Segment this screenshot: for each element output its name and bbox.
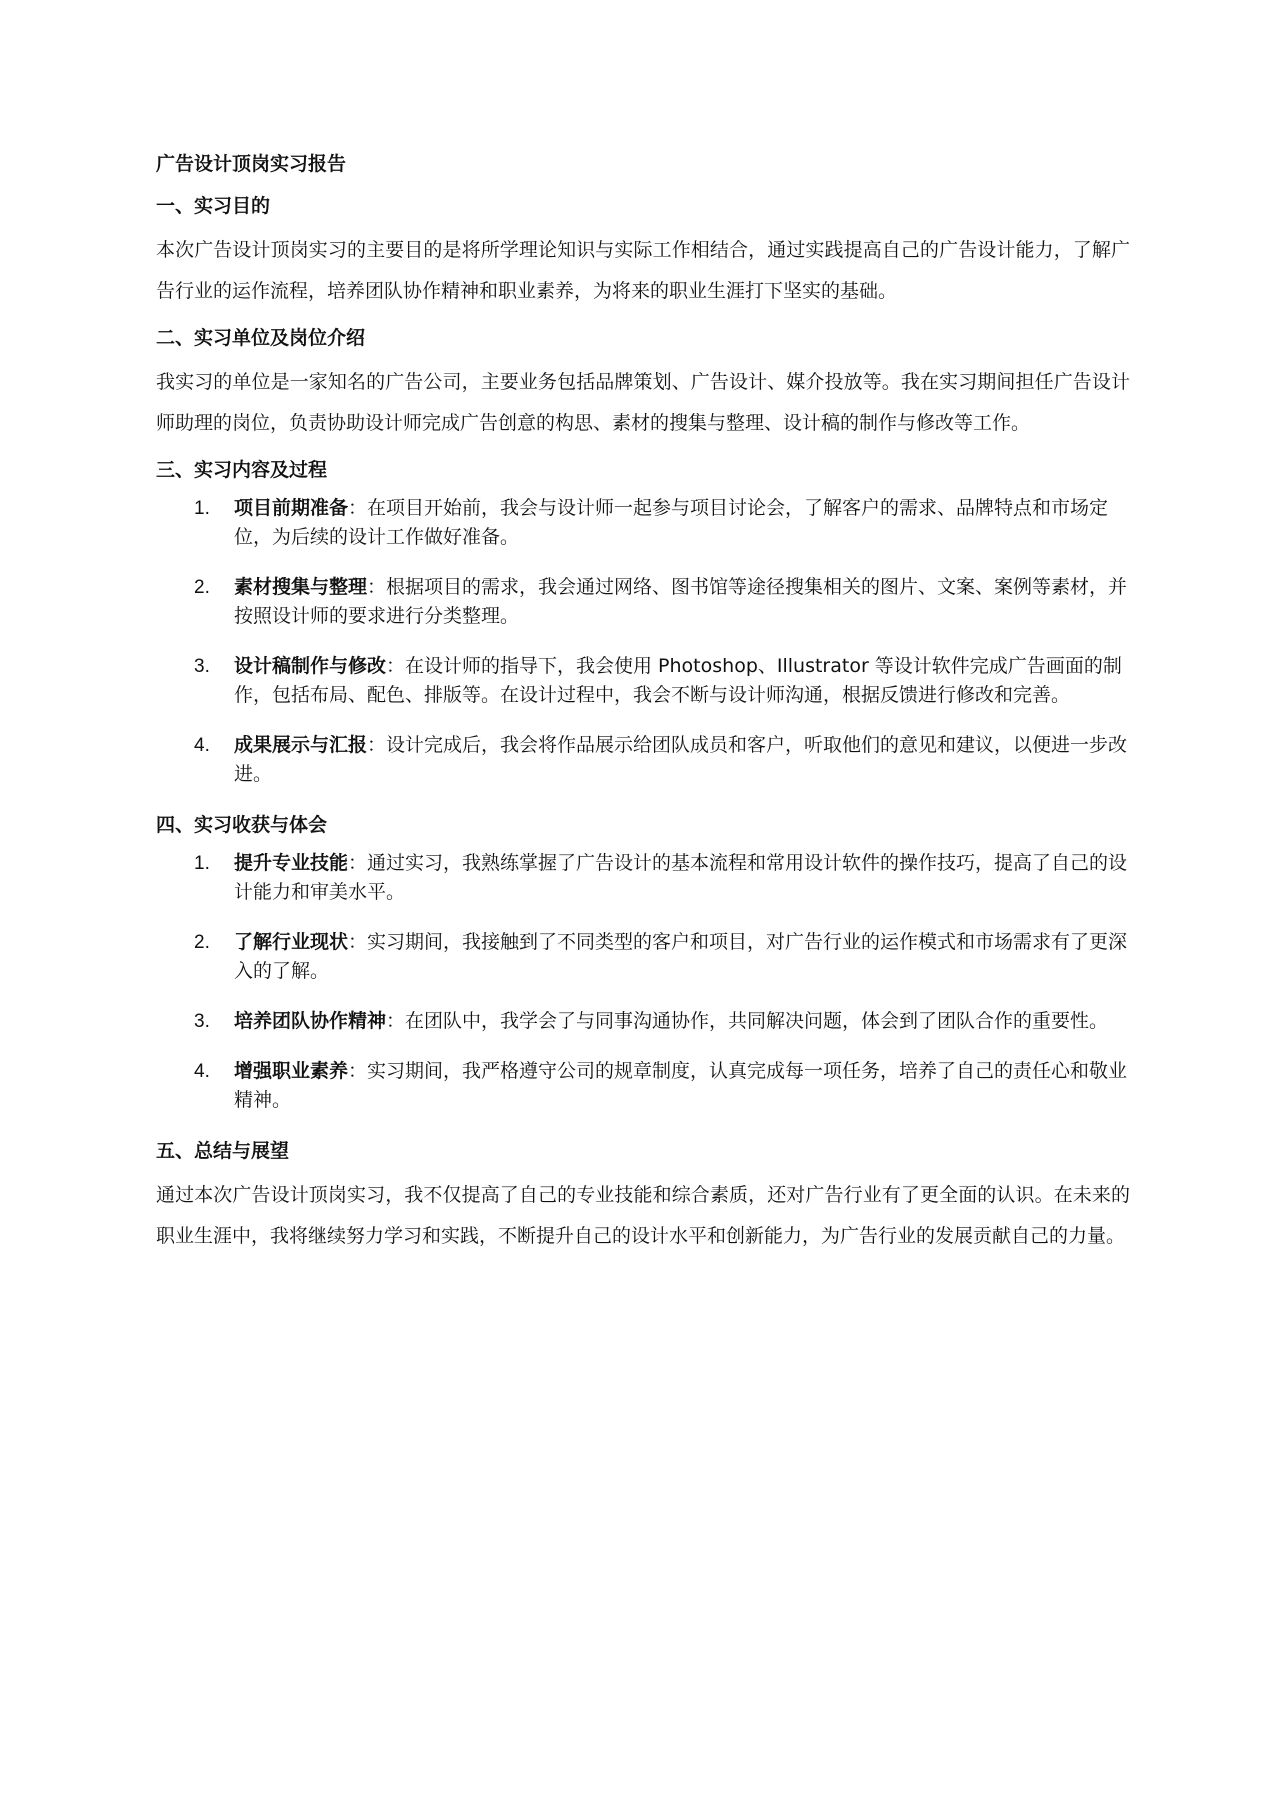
list-item-text: ：通过实习，我熟练掌握了广告设计的基本流程和常用设计软件的操作技巧，提高了自己的设计能力和审美水平。	[234, 852, 1128, 903]
list-item-term: 项目前期准备	[234, 497, 349, 519]
section-paragraph-purpose: 本次广告设计顶岗实习的主要目的是将所学理论知识与实际工作相结合，通过实践提高自己的广告设计能力，了解广告行业的运作流程，培养团队协作精神和职业素养，为将来的职业生涯打下坚实的基础。	[156, 239, 1130, 302]
list-item-number: 1.	[194, 498, 210, 519]
section-heading-unit: 二、实习单位及岗位介绍	[156, 327, 366, 349]
list-item-text: ：实习期间，我接触到了不同类型的客户和项目，对广告行业的运作模式和市场需求有了更深入的了解。	[234, 931, 1128, 982]
list-item-number: 3.	[194, 1011, 210, 1032]
section-paragraph-summary: 通过本次广告设计顶岗实习，我不仅提高了自己的专业技能和综合素质，还对广告行业有了更全面的认识。在未来的职业生涯中，我将继续努力学习和实践，不断提升自己的设计水平和创新能力，为广告行业的发展贡献自己的力量。	[156, 1184, 1130, 1247]
section-heading-summary: 五、总结与展望	[156, 1140, 290, 1162]
list-item	[156, 1007, 1130, 1036]
list-item-text: ：设计完成后，我会将作品展示给团队成员和客户，听取他们的意见和建议，以便进一步改进。	[234, 734, 1128, 785]
list-item-text: ：在设计师的指导下，我会使用 Photoshop、Illustrator 等设计软件完成广告画面的制作，包括布局、配色、排版等。在设计过程中，我会不断与设计师沟通，根据反馈进行修改和完善。	[234, 655, 1122, 706]
list-item-text: ：在项目开始前，我会与设计师一起参与项目讨论会，了解客户的需求、品牌特点和市场定位，为后续的设计工作做好准备。	[234, 497, 1109, 548]
list-item	[156, 573, 1130, 631]
list-item-term: 增强职业素养	[234, 1060, 349, 1082]
list-item-number: 2.	[194, 577, 210, 598]
list-item-number: 4.	[194, 1061, 210, 1082]
section-heading-content: 三、实习内容及过程	[156, 459, 328, 481]
list-item-number: 3.	[194, 656, 210, 677]
list-item	[156, 731, 1130, 789]
section-paragraph-unit: 我实习的单位是一家知名的广告公司，主要业务包括品牌策划、广告设计、媒介投放等。我在实习期间担任广告设计师助理的岗位，负责协助设计师完成广告创意的构思、素材的搜集与整理、设计稿的制作与修改等工作。	[156, 371, 1130, 434]
section-heading-gains: 四、实习收获与体会	[156, 814, 328, 836]
list-item-term: 素材搜集与整理	[234, 576, 368, 598]
content-list	[156, 494, 1130, 789]
list-item	[156, 1057, 1130, 1115]
list-item-term: 培养团队协作精神	[234, 1010, 387, 1032]
list-item-text: ：实习期间，我严格遵守公司的规章制度，认真完成每一项任务，培养了自己的责任心和敬业精神。	[234, 1060, 1128, 1111]
list-item-number: 2.	[194, 932, 210, 953]
list-item	[156, 652, 1130, 710]
list-item-number: 1.	[194, 853, 210, 874]
section-heading-purpose: 一、实习目的	[156, 195, 271, 217]
list-item	[156, 849, 1130, 907]
document-title: 广告设计顶岗实习报告	[156, 153, 347, 175]
list-item-number: 4.	[194, 735, 210, 756]
list-item-term: 了解行业现状	[234, 931, 349, 953]
list-item-term: 成果展示与汇报	[234, 734, 368, 756]
gains-list	[156, 849, 1130, 1115]
list-item-term: 提升专业技能	[234, 852, 349, 874]
list-item	[156, 928, 1130, 986]
list-item-text: ：根据项目的需求，我会通过网络、图书馆等途径搜集相关的图片、文案、案例等素材，并按照设计师的要求进行分类整理。	[234, 576, 1128, 627]
list-item-text: ：在团队中，我学会了与同事沟通协作，共同解决问题，体会到了团队合作的重要性。	[386, 1010, 1109, 1032]
list-item	[156, 494, 1130, 552]
list-item-term: 设计稿制作与修改	[234, 655, 387, 677]
